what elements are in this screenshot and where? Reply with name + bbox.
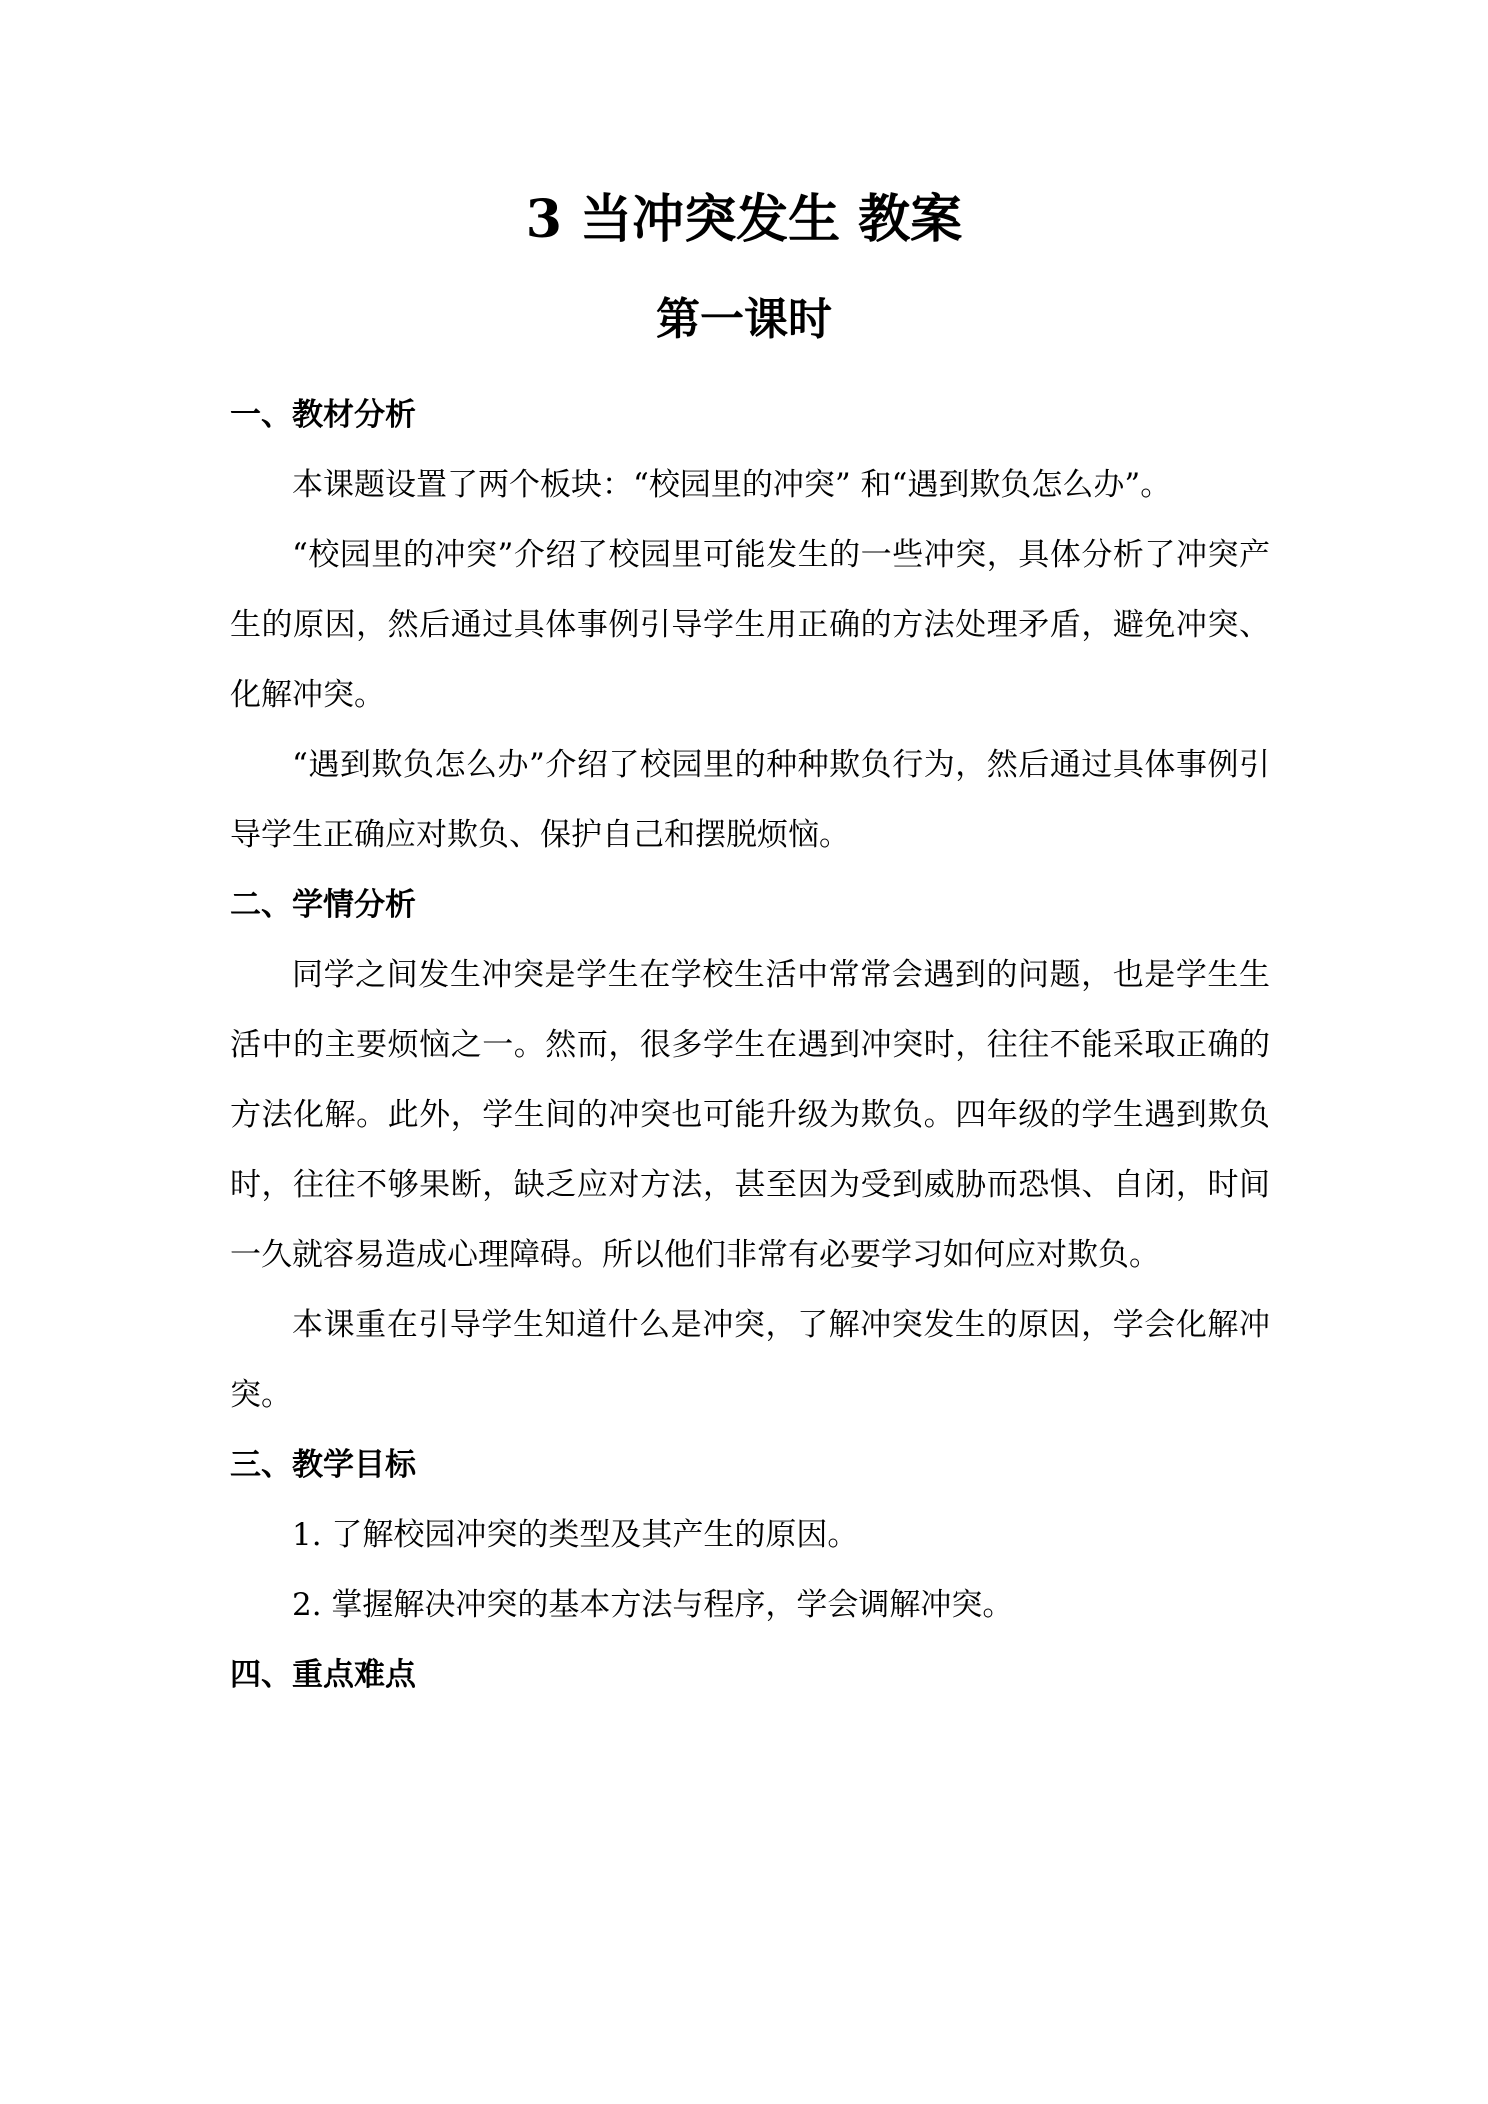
section-heading-textbook-analysis: 一、教材分析 [230, 397, 416, 433]
lesson-subtitle: 第一课时 [656, 294, 832, 345]
section-heading-key-difficulties: 四、重点难点 [230, 1657, 416, 1693]
section-heading-teaching-objectives: 三、教学目标 [230, 1447, 416, 1483]
paragraph: 同学之间发生冲突是学生在学校生活中常常会遇到的问题，也是学生生活中的主要烦恼之一。然而，很多学生在遇到冲突时，往往不能采取正确的方法化解。此外，学生间的冲突也可能升级为欺负。四年级的学生遇到欺负时，往往不够果断，缺乏应对方法，甚至因为受到威胁而恐惧、自闭，时间一久就容易造成心理障碍。所以他们非常有必要学习如何应对欺负。 [230, 957, 1270, 1273]
paragraph: 本课重在引导学生知道什么是冲突，了解冲突发生的原因，学会化解冲突。 [230, 1307, 1270, 1413]
section-heading-learner-analysis: 二、学情分析 [230, 887, 416, 923]
paragraph: “遇到欺负怎么办”介绍了校园里的种种欺负行为，然后通过具体事例引导学生正确应对欺负、保护自己和摆脱烦恼。 [230, 747, 1270, 853]
paragraph: “校园里的冲突”介绍了校园里可能发生的一些冲突，具体分析了冲突产生的原因，然后通过具体事例引导学生用正确的方法处理矛盾，避免冲突、化解冲突。 [230, 537, 1270, 713]
document-title: 3 当冲突发生 教案 [525, 189, 963, 250]
document-body [230, 380, 1270, 1710]
objective-item: 2. 掌握解决冲突的基本方法与程序，学会调解冲突。 [292, 1587, 1014, 1623]
paragraph: 本课题设置了两个板块：“校园里的冲突” 和“遇到欺负怎么办”。 [292, 467, 1172, 503]
objective-item: 1. 了解校园冲突的类型及其产生的原因。 [292, 1517, 859, 1553]
